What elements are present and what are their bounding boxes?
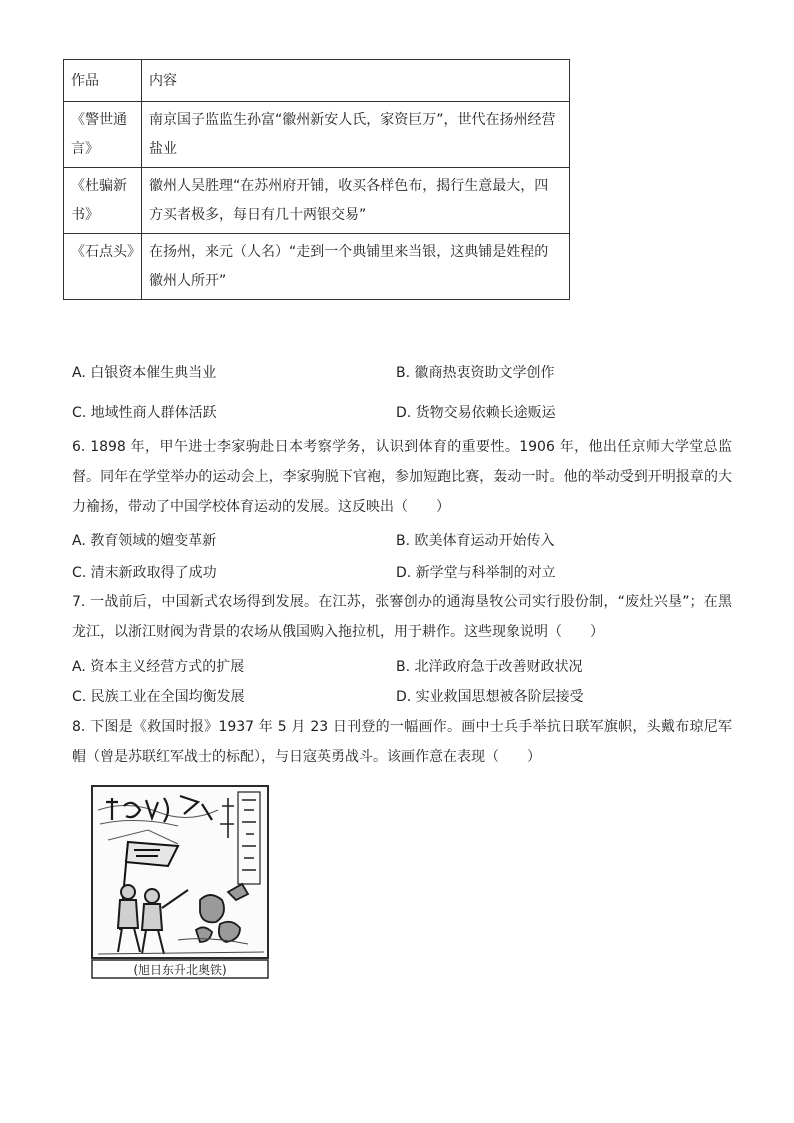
q7-option-a: A. 资本主义经营方式的扩展 [72,659,245,675]
work-content: 徽州人吴胜理“在苏州府开铺，收买各样色布，揭行生意最大，四方买者极多，每日有几十两银交易” [142,168,570,234]
q6-options-row-2 [72,562,732,584]
figure-caption: (旭日东升北奥铁) [133,963,227,977]
work-name: 《石点头》 [64,234,142,300]
q7-option-c: C. 民族工业在全国均衡发展 [72,689,245,705]
works-table [63,59,570,300]
q7-stem: 7. 一战前后，中国新式农场得到发展。在江苏，张謇创办的通海垦牧公司实行股份制，“废灶兴垦”；在黑龙江，以浙江财阀为背景的农场从俄国购入拖拉机，用于耕作。这些现象说明（ ） [72,594,732,640]
table-header-row [64,60,570,102]
q5-option-b: B. 徽商热衷资助文学创作 [396,365,555,381]
q5-option-d: D. 货物交易依赖长途贩运 [396,405,556,421]
q5-options-row-2 [72,402,732,424]
q6-option-b: B. 欧美体育运动开始传入 [396,533,555,549]
header-content: 内容 [142,60,570,102]
work-name: 《警世通言》 [64,102,142,168]
q5-option-c: C. 地域性商人群体活跃 [72,405,217,421]
work-content: 在扬州，来元（人名）“走到一个典铺里来当银，这典铺是姓程的徽州人所开” [142,234,570,300]
q8-stem: 8. 下图是《救国时报》1937 年 5 月 23 日刊登的一幅画作。画中士兵手举抗日联军旗帜，头戴布琼尼军帽（曾是苏联红军战士的标配），与日寇英勇战斗。该画作意在表现（ ） [72,719,732,765]
q5-options-row-1 [72,362,732,384]
q7-option-b: B. 北洋政府急于改善财政状况 [396,659,583,675]
q7-option-d: D. 实业救国思想被各阶层接受 [396,689,584,705]
q6-stem: 6. 1898 年，甲午进士李家驹赴日本考察学务，认识到体育的重要性。1906 年，他出任京师大学堂总监督。同年在学堂举办的运动会上，李家驹脱下官袍，参加短跑比赛，轰动一时。他的举动受到开明报章的大力褕扬，带动了中国学校体育运动的发展。这反映出（ ） [72,439,732,515]
q6-option-a: A. 教育领域的嬗变革新 [72,533,217,549]
q6-option-c: C. 清末新政取得了成功 [72,565,217,581]
q7-options-row-2 [72,686,732,708]
q5-option-a: A. 白银资本催生典当业 [72,365,217,381]
header-work: 作品 [64,60,142,102]
table-row [64,234,570,300]
work-content: 南京国子监监生孙富“徽州新安人氏，家资巨万”，世代在扬州经营盐业 [142,102,570,168]
work-name: 《杜骗新书》 [64,168,142,234]
q6-options-row-1 [72,530,732,552]
q6-option-d: D. 新学堂与科举制的对立 [396,565,556,581]
woodcut-illustration [88,780,274,980]
table-row [64,102,570,168]
q7-options-row-1 [72,656,732,678]
table-row [64,168,570,234]
